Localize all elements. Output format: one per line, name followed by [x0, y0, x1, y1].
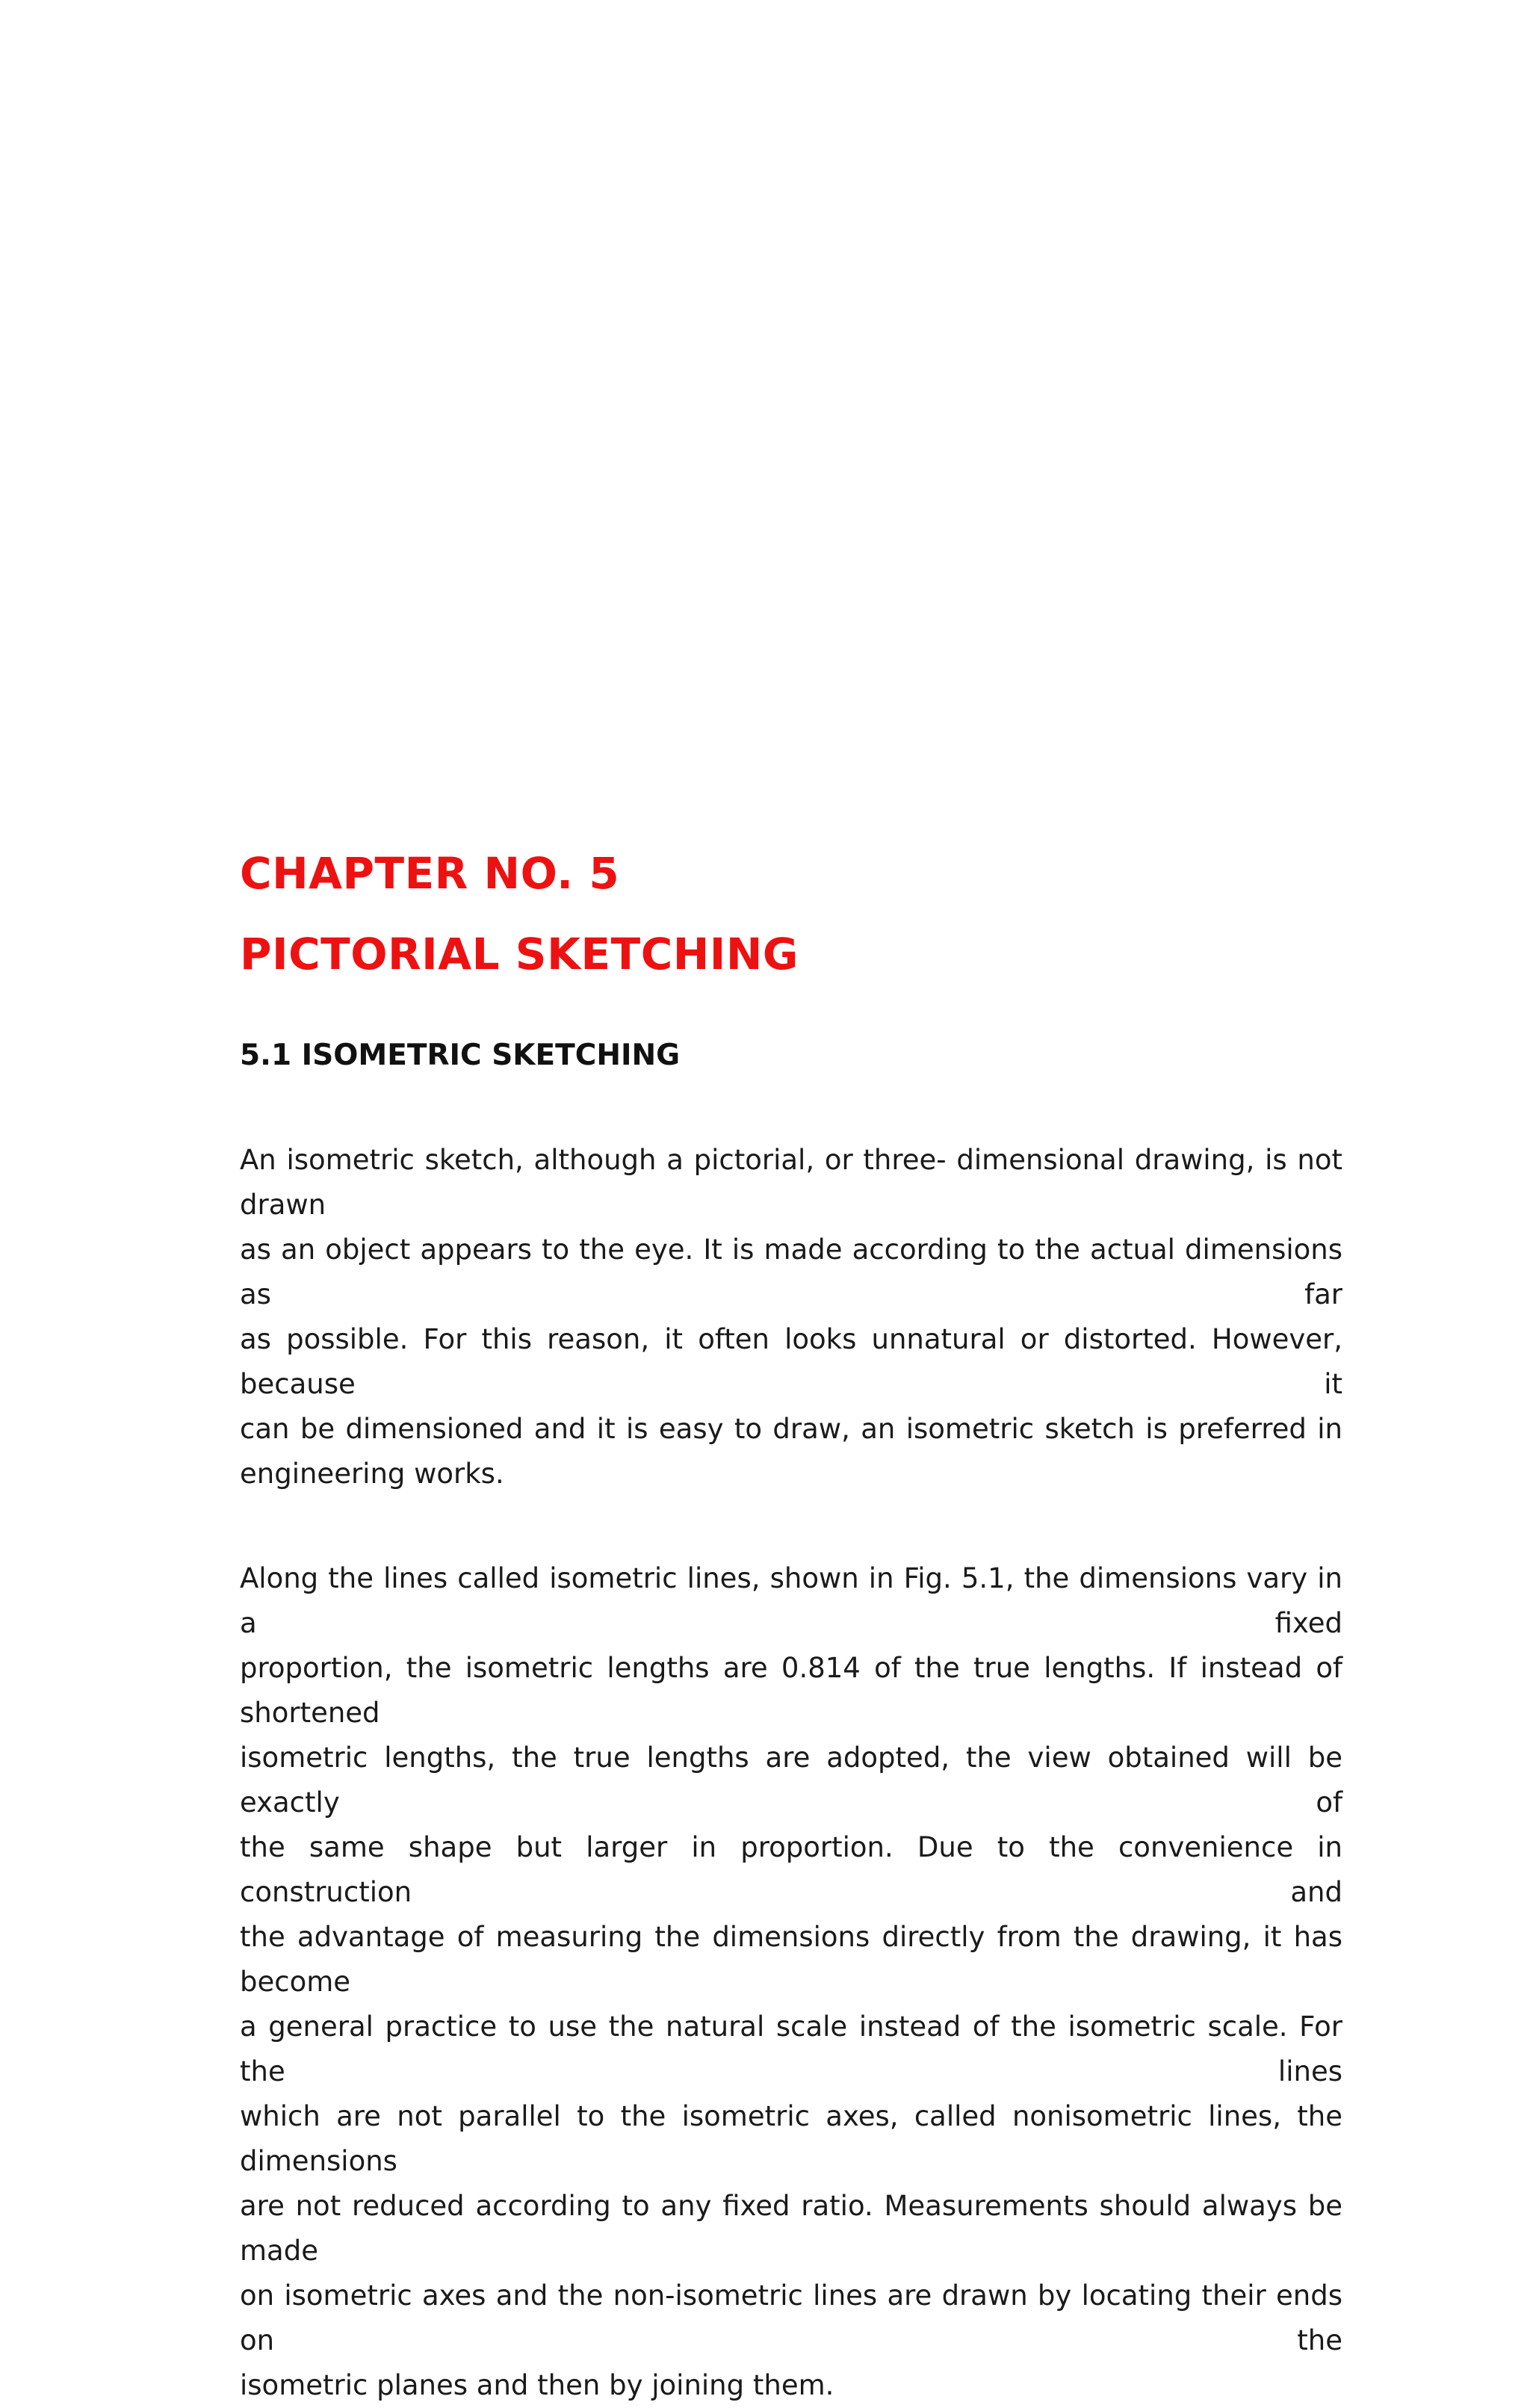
page-content — [240, 833, 1342, 2408]
paragraph-isometric-intro — [240, 1138, 1342, 1497]
paragraph-line: proportion, the isometric lengths are 0.814 of the true lengths. If instead of shortened — [240, 1652, 1342, 1729]
paragraph-line: as an object appears to the eye. It is made according to the actual dimensions as far — [240, 1234, 1342, 1310]
paragraph-line: engineering works. — [240, 1458, 504, 1490]
paragraph-line: are not reduced according to any fixed ratio. Measurements should always be made — [240, 2190, 1342, 2267]
paragraph-line: as possible. For this reason, it often looks unnatural or distorted. However, because it — [240, 1323, 1342, 1400]
chapter-number: CHAPTER NO. 5 — [240, 848, 620, 899]
chapter-title: PICTORIAL SKETCHING — [240, 929, 799, 979]
section-heading: 5.1 ISOMETRIC SKETCHING — [240, 1039, 681, 1072]
paragraph-line: Along the lines called isometric lines, shown in Fig. 5.1, the dimensions vary in a fixed — [240, 1562, 1342, 1639]
paragraph-line: which are not parallel to the isometric axes, called nonisometric lines, the dimensions — [240, 2100, 1342, 2177]
paragraph-line: a general practice to use the natural scale instead of the isometric scale. For the lines — [240, 2011, 1342, 2087]
paragraph-line: the same shape but larger in proportion. Due to the convenience in construction and — [240, 1831, 1342, 1908]
paragraph-line: can be dimensioned and it is easy to draw, an isometric sketch is preferred in — [240, 1413, 1342, 1445]
paragraph-line: An isometric sketch, although a pictorial, or three- dimensional drawing, is not drawn — [240, 1144, 1342, 1221]
paragraph-isometric-lines — [240, 1556, 1342, 2408]
paragraph-line: on isometric axes and the non-isometric lines are drawn by locating their ends on the — [240, 2279, 1342, 2356]
paragraph-line: the advantage of measuring the dimensions directly from the drawing, it has become — [240, 1921, 1342, 1998]
paragraph-line: isometric planes and then by joining them. — [240, 2369, 834, 2401]
paragraph-line: isometric lengths, the true lengths are adopted, the view obtained will be exactly of — [240, 1742, 1342, 1819]
